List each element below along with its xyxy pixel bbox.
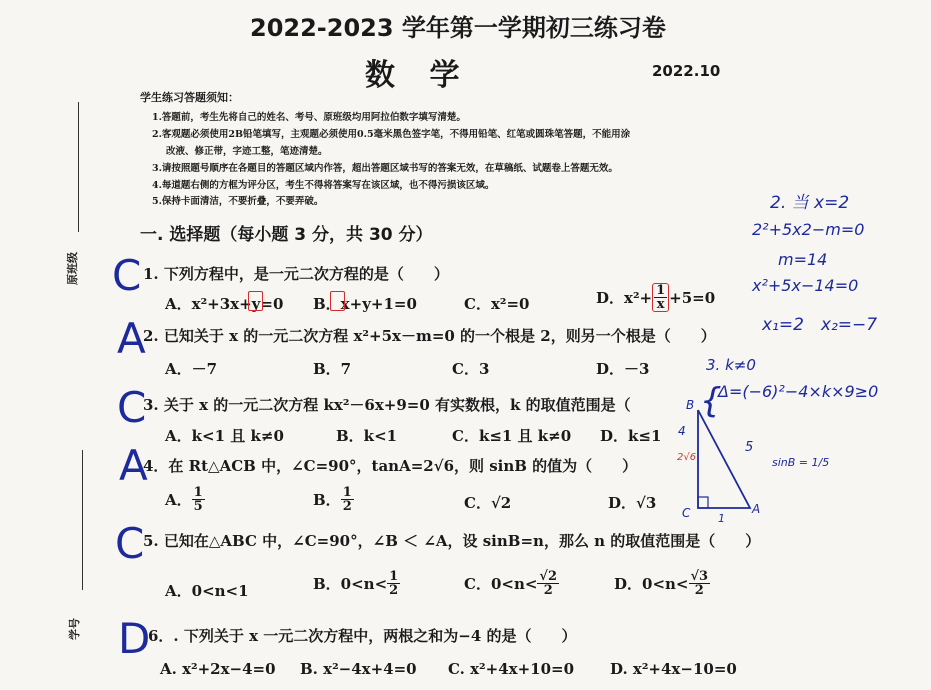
- question-stem: 2. 已知关于 x 的一元二次方程 x²+5x－m=0 的一个根是 2，则另一个根是（ ）: [143, 327, 716, 345]
- option-b: B．7: [313, 360, 352, 378]
- vertex-label-a: A: [752, 502, 761, 516]
- notice-item: 3.请按照题号顺序在各题目的答题区域内作答，超出答题区域书写的答案无效，在草稿纸、试题卷上答题无效。: [152, 163, 618, 174]
- red-circle-mark: [248, 291, 263, 311]
- brace-mark: {: [700, 381, 722, 421]
- option-a: A. x²+2x−4=0: [160, 660, 276, 678]
- option-a: A．x²+3x+y=0: [165, 295, 284, 313]
- red-circle-mark: [330, 291, 345, 311]
- option-c: C．3: [452, 360, 490, 378]
- notice-item: 1.答题前，考生先将自己的姓名、考号、原班级均用阿拉伯数字填写清楚。: [152, 112, 466, 123]
- option-b: B．x+y+1=0: [313, 295, 417, 313]
- option-c: C．k≤1 且 k≠0: [452, 427, 572, 445]
- side-label: 5: [745, 440, 754, 455]
- option-b: B．0<n< $\frac{1}{2}$: [313, 569, 399, 598]
- answer-mark: A: [117, 314, 146, 363]
- option-a: A．k<1 且 k≠0: [165, 427, 284, 445]
- option-a: A．－7: [165, 360, 218, 378]
- number-line: [82, 450, 83, 590]
- question-stem: 3. 关于 x 的一元二次方程 kx²－6x+9=0 有实数根，k 的取值范围是（: [143, 396, 631, 414]
- option-d: D．x²+ $\frac{1}{x}$ +5=0: [596, 283, 716, 312]
- notice-item: 2.客观题必须使用2B铅笔填写，主观题必须使用0.5毫米黑色签字笔，不得用铅笔、红笔或圆珠笔答题，不能用涂: [152, 129, 631, 140]
- fraction: $\frac{1}{x}$: [652, 283, 669, 312]
- answer-mark: C: [115, 519, 145, 568]
- handwritten-note: m=14: [778, 250, 828, 269]
- option-c: C. x²+4x+10=0: [448, 660, 575, 678]
- handwritten-note: x₁=2 x₂=−7: [762, 315, 878, 335]
- class-line: [78, 102, 79, 232]
- answer-mark: C: [112, 251, 142, 300]
- sinb-note: sinB = 1/5: [772, 456, 830, 469]
- number-label: 学号: [68, 618, 81, 640]
- side-label: 1: [718, 512, 725, 525]
- handwritten-note: 2. 当 x=2: [770, 193, 850, 213]
- vertex-label-c: C: [682, 506, 691, 520]
- question-stem: 5. 已知在△ABC 中，∠C=90°，∠B ＜ ∠A，设 sinB=n，那么 n 的取值范围是（ ）: [143, 532, 761, 550]
- option-a: A． $\frac{1}{5}$: [165, 485, 203, 514]
- option-c: C．√2: [464, 494, 512, 512]
- notice-item: 4.每道题右侧的方框为评分区，考生不得将答案写在该区域，也不得污损该区域。: [152, 180, 495, 191]
- option-d: D．0<n< $\frac{√3}{2}$: [614, 569, 709, 598]
- question-stem: 6．. 下列关于 x 一元二次方程中，两根之和为−4 的是（ ）: [148, 627, 577, 645]
- option-b: B． $\frac{1}{2}$: [313, 485, 352, 514]
- fraction: $\frac{1}{2}$: [389, 569, 399, 598]
- class-label: 原班级: [66, 252, 79, 285]
- notice-item: 5.保持卡面清洁，不要折叠，不要弄破。: [152, 196, 324, 207]
- handwritten-note: 2²+5x2−m=0: [752, 220, 865, 239]
- question-stem: 4．在 Rt△ACB 中，∠C=90°，tanA=2√6，则 sinB 的值为（ ）: [143, 457, 638, 475]
- option-c: C．0<n< $\frac{√2}{2}$: [464, 569, 558, 598]
- subject-title: 数 学: [365, 58, 472, 93]
- vertex-label-b: B: [686, 398, 695, 412]
- option-d: D. x²+4x−10=0: [610, 660, 737, 678]
- notice-item: 改液、修正带，字迹工整，笔迹清楚。: [166, 146, 328, 157]
- answer-mark: D: [118, 614, 151, 663]
- side-label: 2√6: [677, 452, 697, 463]
- notice-heading: 学生练习答题须知：: [140, 91, 239, 104]
- answer-mark: A: [119, 441, 148, 490]
- fraction: $\frac{√3}{2}$: [690, 569, 709, 598]
- question-stem: 1. 下列方程中，是一元二次方程的是（ ）: [143, 265, 449, 283]
- option-d: D．－3: [596, 360, 650, 378]
- exam-date: 2022.10: [652, 62, 721, 80]
- option-c: C．x²=0: [464, 295, 530, 313]
- handwritten-note: x²+5x−14=0: [752, 276, 859, 295]
- fraction: $\frac{1}{2}$: [342, 485, 352, 514]
- option-b: B．k<1: [336, 427, 398, 445]
- handwritten-note: Δ=(−6)²−4×k×9≥0: [718, 382, 879, 401]
- exam-title: 2022-2023 学年第一学期初三练习卷: [250, 14, 666, 42]
- option-b: B. x²−4x+4=0: [300, 660, 417, 678]
- fraction: $\frac{√2}{2}$: [539, 569, 558, 598]
- side-label: 4: [678, 424, 686, 438]
- fraction: $\frac{1}{5}$: [193, 485, 203, 514]
- handwritten-note: 3. k≠0: [706, 356, 756, 374]
- option-d: D．k≤1: [600, 427, 662, 445]
- option-d: D．√3: [608, 494, 657, 512]
- section-title: 一. 选择题（每小题 3 分，共 30 分）: [140, 225, 433, 245]
- option-a: A．0<n<1: [165, 582, 249, 600]
- answer-mark: C: [117, 383, 147, 432]
